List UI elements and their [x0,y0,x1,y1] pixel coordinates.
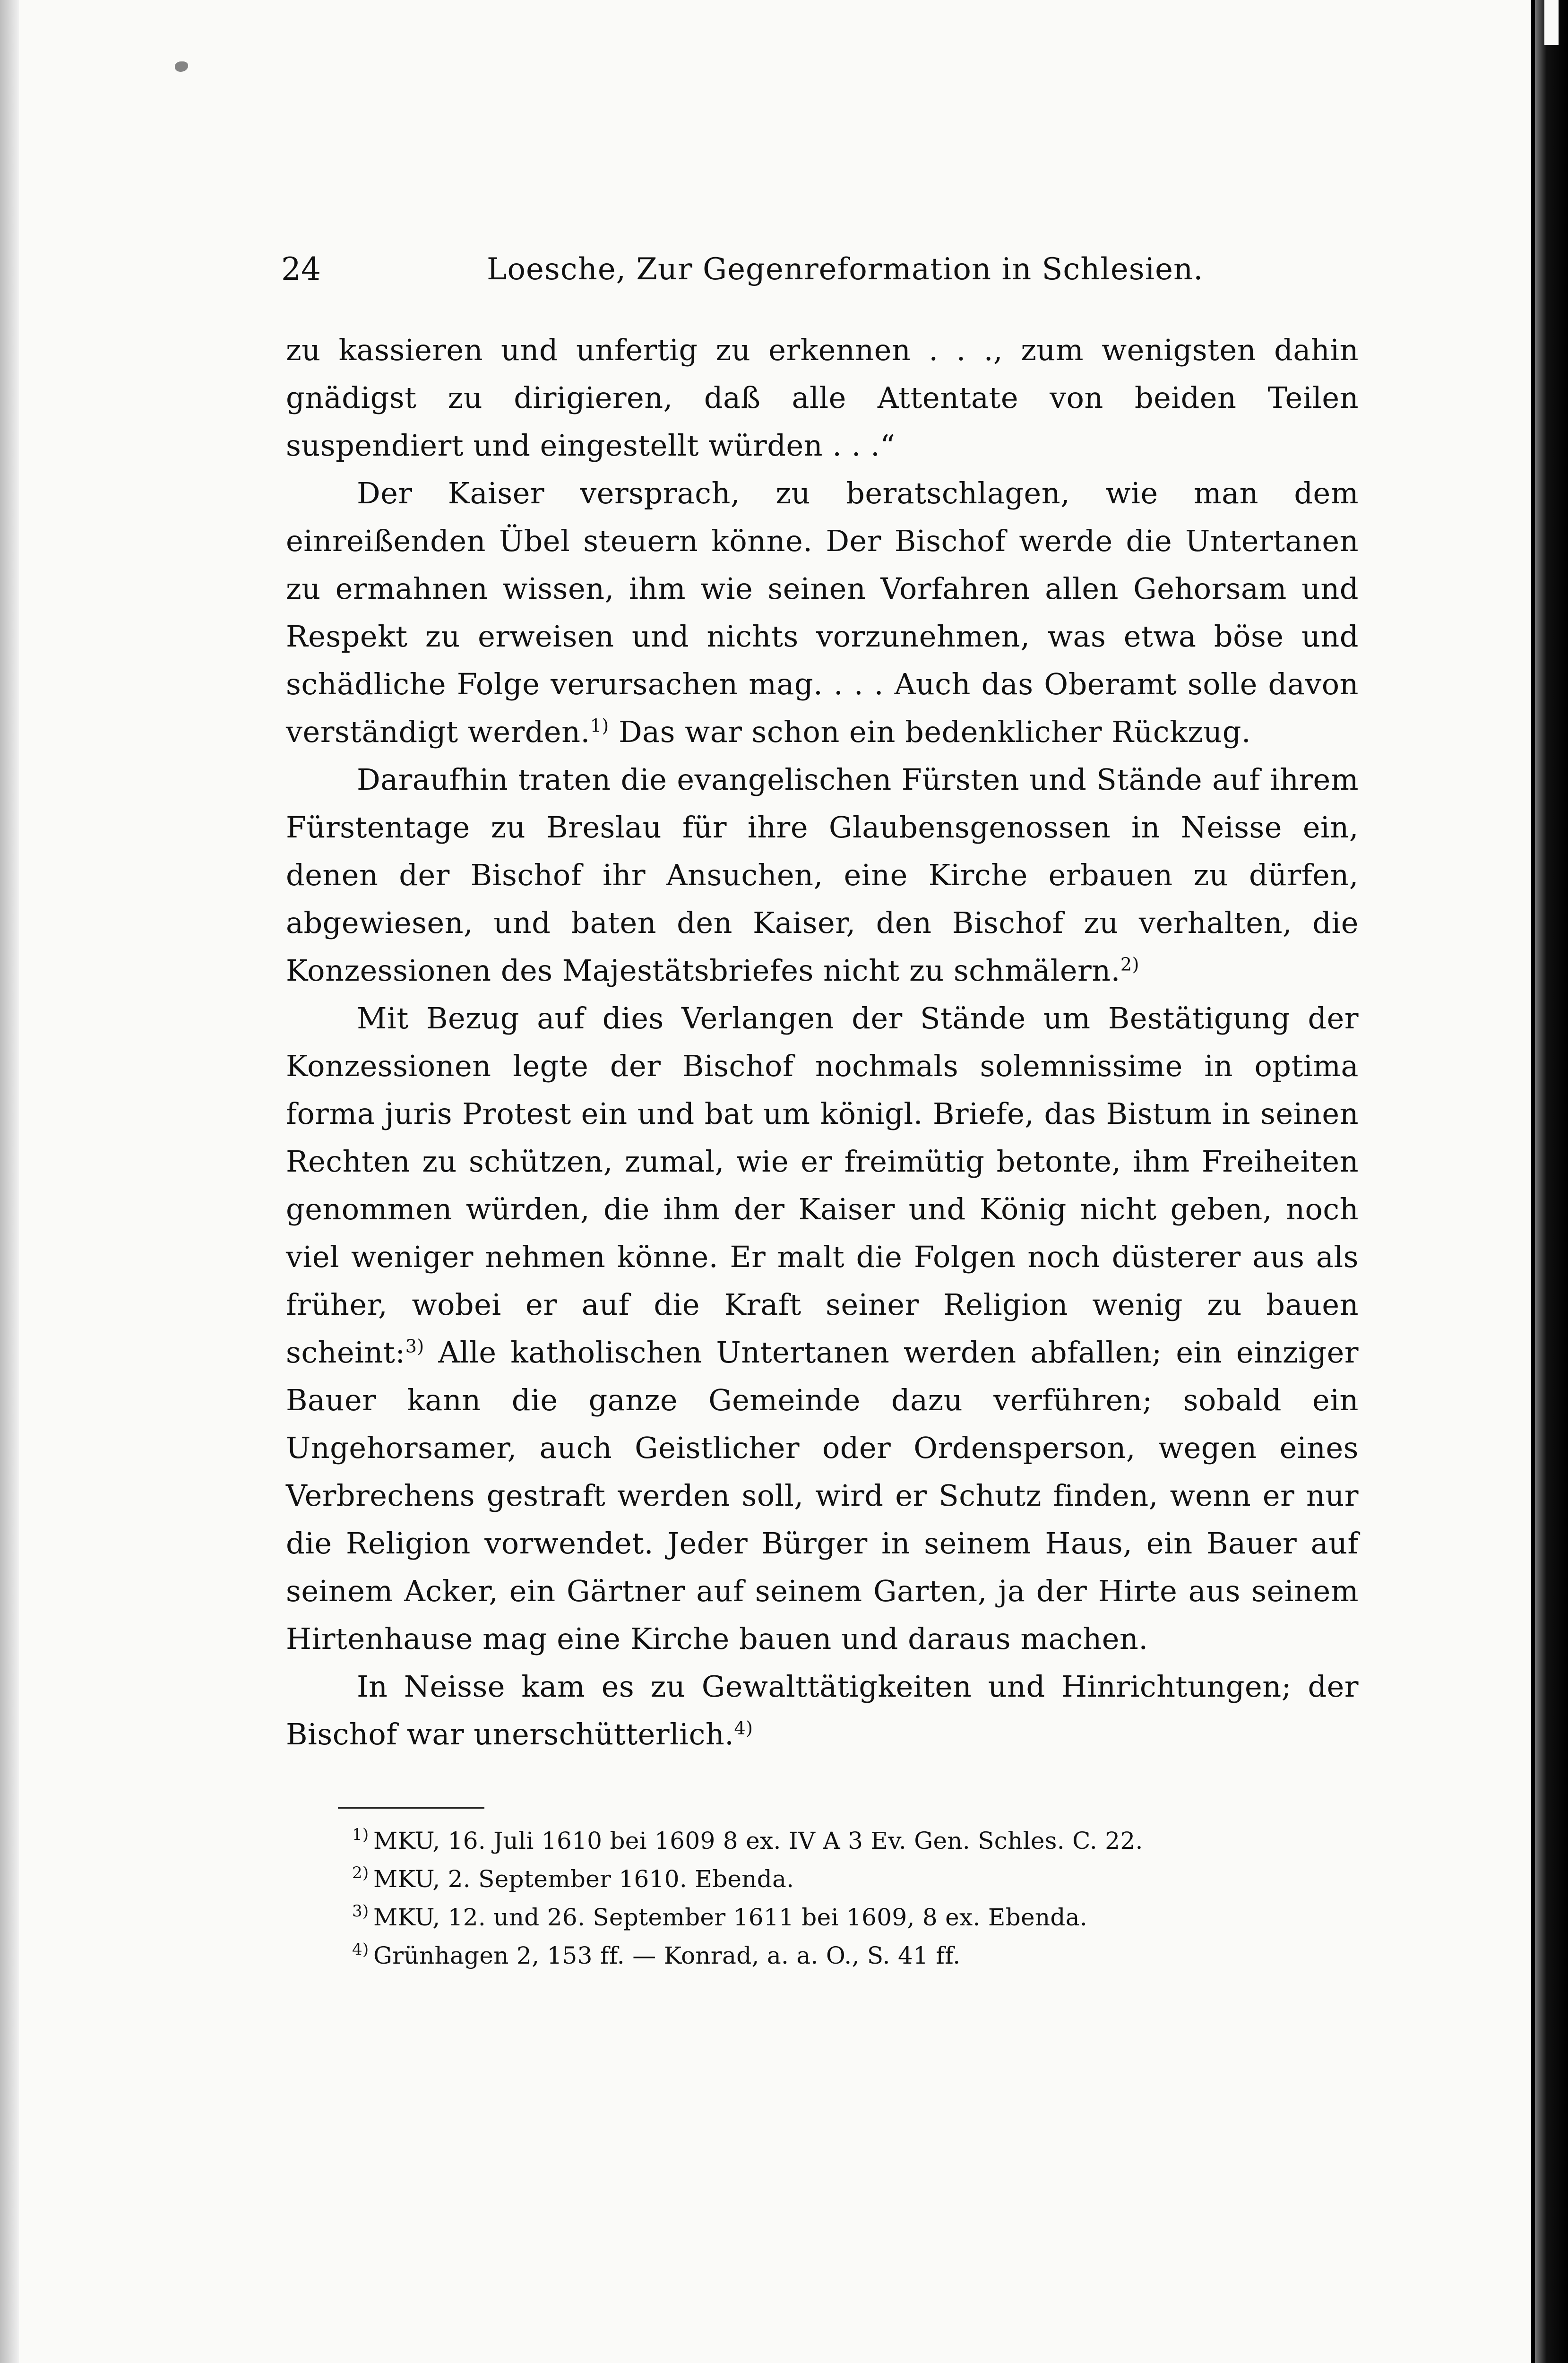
footnote-text: MKU, 16. Juli 1610 bei 1609 8 ex. IV A 3 Ev. Gen. Schles. C. 22. [373,1827,1143,1854]
footnote-mark: 2) [352,1863,369,1882]
footnote-mark: 4) [352,1940,369,1959]
footnote-text: MKU, 12. und 26. September 1611 bei 1609, 8 ex. Ebenda. [373,1904,1088,1931]
footnote-1 [352,1822,1359,1860]
paragraph-4-tail: Alle katholischen Untertanen werden abfallen; ein einziger Bauer kann die ganze Gemeinde dazu verführen; sobald ein Ungehorsamer, auch Geistlicher oder Ordensperson, wegen eines Verbrechens gestraft werden soll, wird er Schutz finden, wenn er nur die Religion vorwendet. Jeder Bürger in seinem Haus, ein Bauer auf seinem Acker, ein Gärtner auf seinem Garten, ja der Hirte aus seinem Hirtenhause mag eine Kirche bauen und daraus machen. [286,1335,1359,1656]
paragraph-1-text: zu kassieren und unfertig zu erkennen . . ., zum wenigsten dahin gnädigst zu dirigieren, daß alle Attentate von beiden Teilen suspendiert und eingestellt würden . . .“ [286,333,1359,463]
footnote-2 [352,1860,1359,1898]
paragraph-4-text: Mit Bezug auf dies Verlangen der Stände um Bestätigung der Konzessionen legte der Bischof nochmals solemnissime in optima forma juris Protest ein und bat um königl. Briefe, das Bistum in seinen Rechten zu schützen, zumal, wie er freimütig betonte, ihm Freiheiten genommen würden, die ihm der Kaiser und König nicht geben, noch viel weniger nehmen könne. Er malt die Folgen noch düsterer aus als früher, wobei er auf die Kraft seiner Religion wenig zu bauen scheint: [286,1001,1359,1370]
paragraph-4 [286,994,1359,1663]
running-head [281,243,1359,295]
page-content [281,243,1359,1975]
footnotes [286,1822,1359,1975]
footnote-mark: 1) [352,1825,369,1844]
paragraph-2 [286,469,1359,756]
footnote-3 [352,1898,1359,1937]
paragraph-3 [286,756,1359,994]
footnote-text: Grünhagen 2, 153 ff. — Konrad, a. a. O., S. 41 ff. [373,1942,961,1969]
footnote-rule [338,1807,484,1809]
footnote-ref-2[interactable]: 2) [1120,954,1139,975]
page-number: 24 [281,251,321,287]
footnote-ref-4[interactable]: 4) [734,1717,753,1739]
footnote-ref-1[interactable]: 1) [590,715,609,736]
footnote-mark: 3) [352,1902,369,1921]
footnote-ref-3[interactable]: 3) [405,1336,424,1357]
paragraph-5-text: In Neisse kam es zu Gewalttätigkeiten und Hinrichtungen; der Bischof war unerschütterlich. [286,1669,1359,1751]
footnote-text: MKU, 2. September 1610. Ebenda. [373,1865,794,1893]
right-scan-edge [1535,0,1568,2363]
paragraph-3-text: Daraufhin traten die evangelischen Fürsten und Stände auf ihrem Fürstentage zu Breslau für ihre Glaubensgenossen in Neisse ein, denen der Bischof ihr Ansuchen, eine Kirche erbauen zu dürfen, abgewiesen, und baten den Kaiser, den Bischof zu verhalten, die Konzessionen des Majestätsbriefes nicht zu schmälern. [286,762,1359,988]
paragraph-2-text: Der Kaiser versprach, zu beratschlagen, wie man dem einreißenden Übel steuern könne. Der Bischof werde die Untertanen zu ermahnen wissen, ihm wie seinen Vorfahren allen Gehorsam und Respekt zu erweisen und nichts vorzunehmen, was etwa böse und schädliche Folge verursachen mag. . . . Auch das Oberamt solle davon verständigt werden. [286,476,1359,749]
running-title: Loesche, Zur Gegenreformation in Schlesien. [487,252,1204,287]
body-text [286,326,1359,1758]
footnote-4 [352,1937,1359,1975]
right-edge-paper-tab [1544,0,1559,45]
paragraph-5 [286,1663,1359,1758]
paragraph-2-tail: Das war schon ein bedenklicher Rückzug. [609,715,1251,749]
left-page-shadow [0,0,19,2363]
paragraph-1 [286,326,1359,469]
